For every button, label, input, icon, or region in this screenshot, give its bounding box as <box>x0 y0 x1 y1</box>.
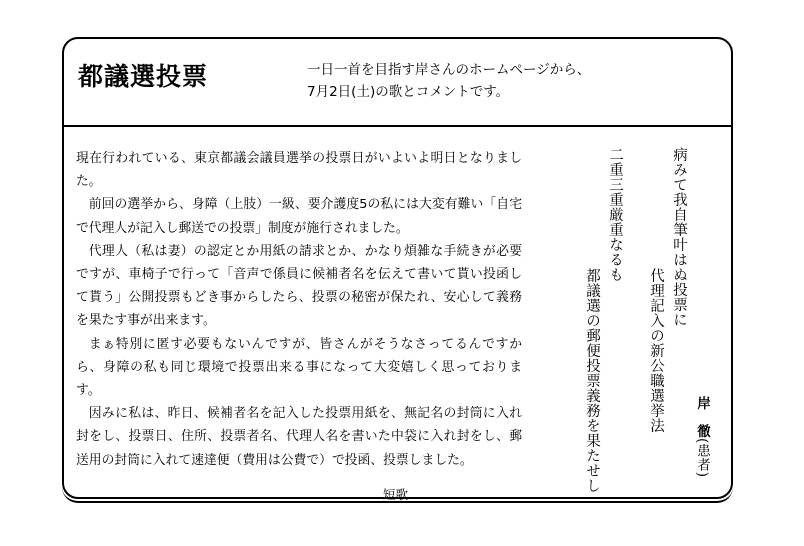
comment-paragraph: 代理人（私は妻）の認定とか用紙の請求とか、かなり煩雑な手続きが必要ですが、車椅子で行って「音声で係員に候補者名を伝えて書いて貰い投函して貰う」公開投票もどき事からしたら、投票の秘密が保たれ、安心して義務を果たす事が出来ます。 <box>76 243 522 329</box>
comment-paragraph: まぁ特別に匿す必要もないんですが、皆さんがそうなさってるんですから、身障の私も同じ環境で投票出来る事になって大変嬉しく思っております。 <box>76 336 522 399</box>
comment-text <box>76 147 522 472</box>
subtitle-line-1: 一日一首を目指す岸さんのホームページから、 <box>307 62 591 78</box>
header-divider <box>64 125 731 127</box>
comment-paragraph: 因みに私は、昨日、候補者名を記入した投票用紙を、無記名の封筒に入れ封をし、投票日、住所、投票者名、代理人名を書いた中袋に入れ封をし、郵送用の封筒に入れて速達便（費用は公費で）で投函、投票しました。 <box>76 406 523 468</box>
poem-line-3: 二重三重厳重なるも <box>607 147 623 282</box>
subtitle <box>307 59 590 103</box>
poem-author <box>692 396 712 478</box>
poem-line-1: 病みて我自筆叶はぬ投票に <box>671 147 687 327</box>
subtitle-line-2: 7月2日(土)の歌とコメントです。 <box>307 84 510 100</box>
author-name: 岸 徹 <box>694 396 710 438</box>
poem-line-4: 都議選の郵便投票義務を果たせし <box>584 268 600 493</box>
footer-label: 短歌 <box>383 487 409 502</box>
poem-line-2: 代理記入の新公職選挙法 <box>648 268 664 433</box>
comment-paragraph: 現在行われている、東京都議会議員選挙の投票日がいよいよ明日となりました。 <box>76 151 522 190</box>
page-title: 都議選投票 <box>78 62 209 91</box>
tanka-card <box>62 37 733 499</box>
author-note: (患者) <box>694 438 710 478</box>
comment-paragraph: 前回の選挙から、身障（上肢）一級、要介護度5の私には大変有難い「自宅で代理人が記入し郵送での投票」制度が施行されました。 <box>76 197 522 236</box>
